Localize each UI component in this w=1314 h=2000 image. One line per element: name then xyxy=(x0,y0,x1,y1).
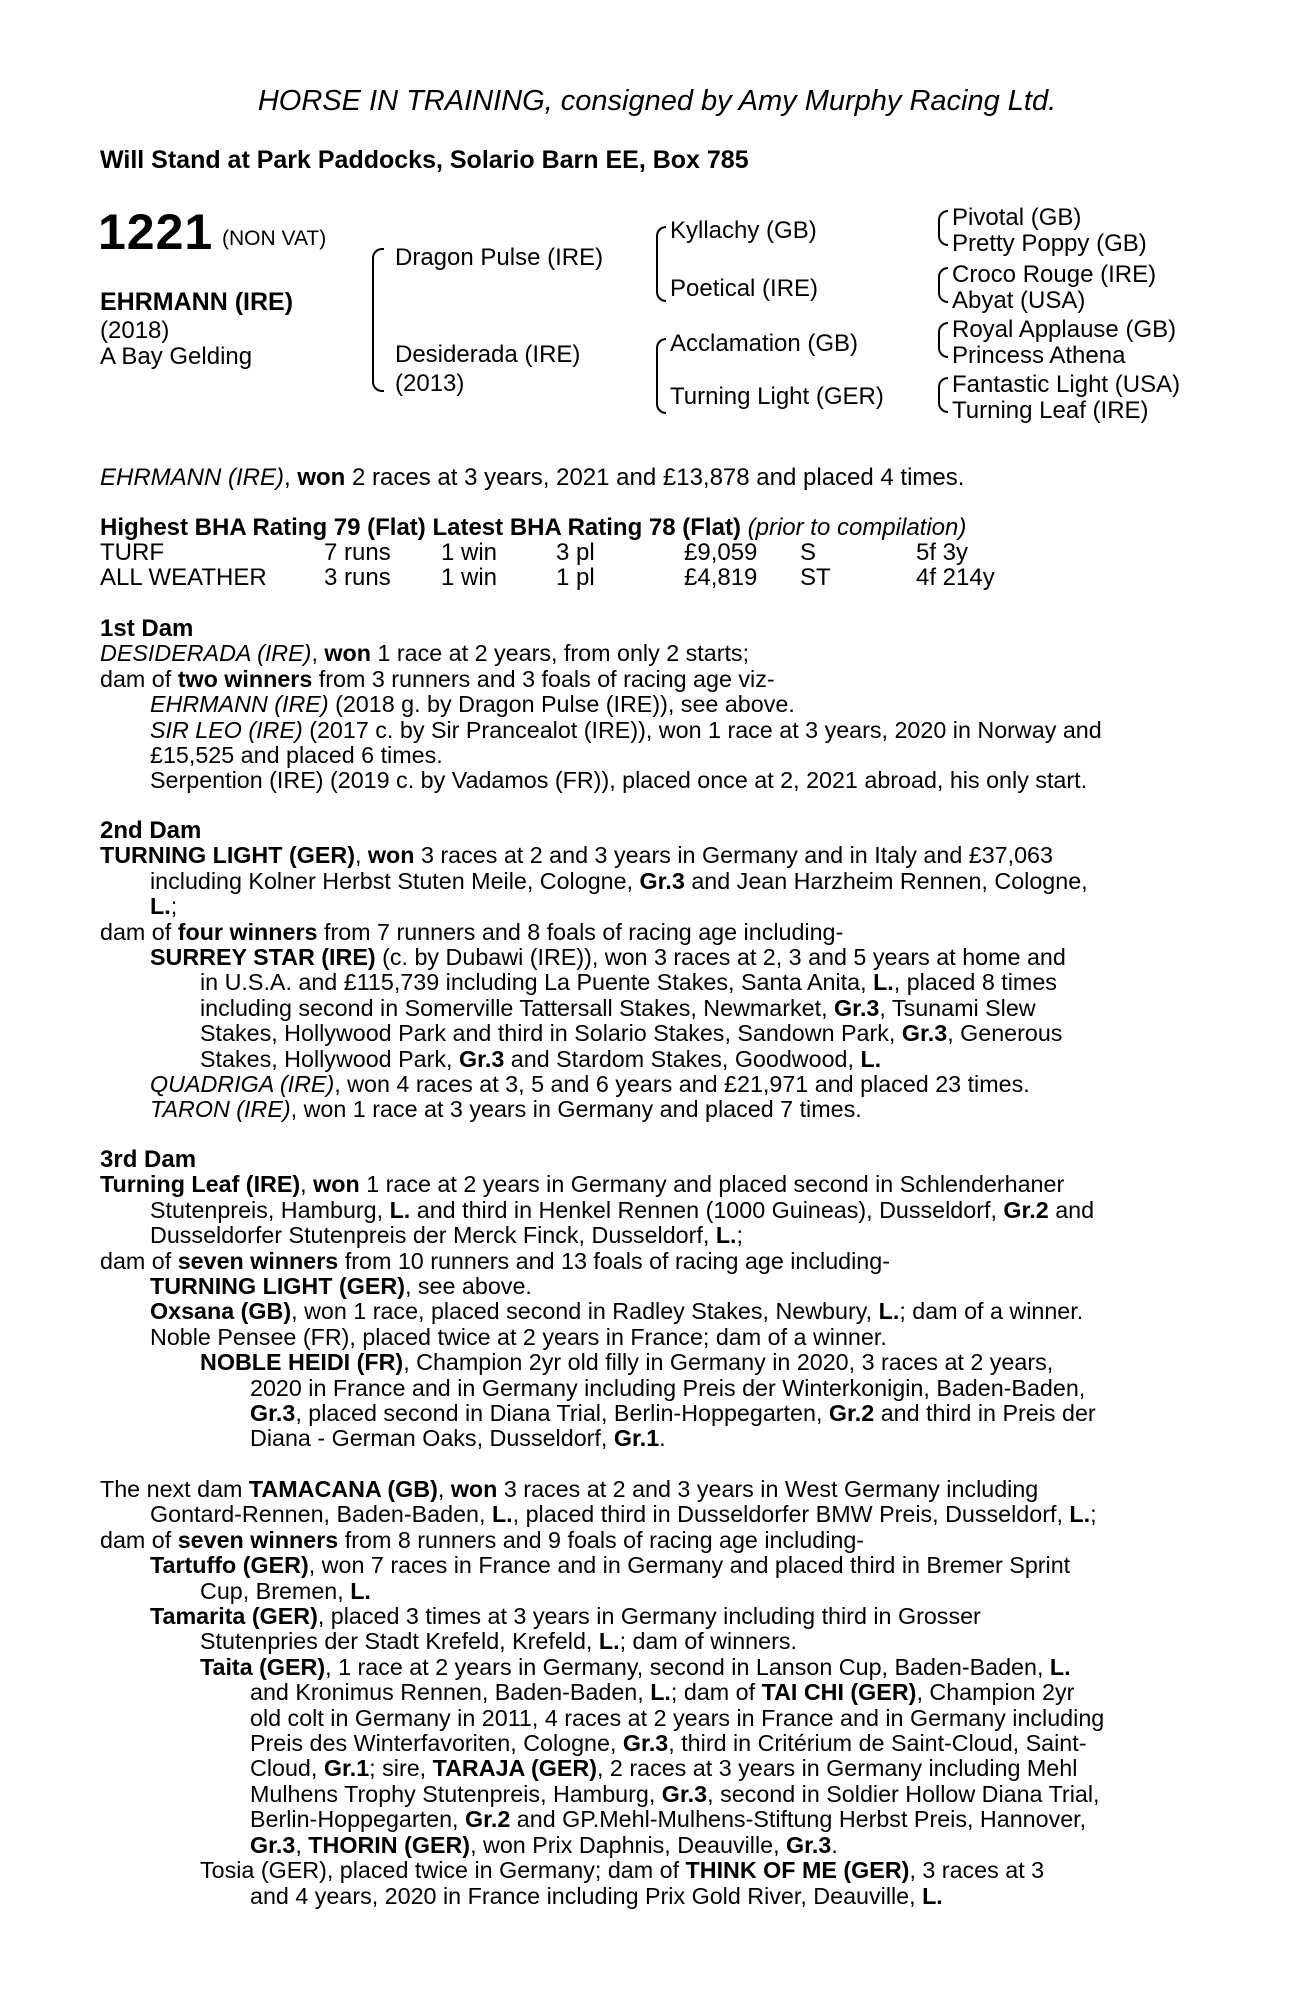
text-line: NOBLE HEIDI (FR), Champion 2yr old filly in Germany in 2020, 3 races at 2 years, xyxy=(200,1349,1054,1376)
section-heading: 1st Dam xyxy=(100,615,194,642)
text-line: TURNING LIGHT (GER), won 3 races at 2 and 3 years in Germany and in Italy and £37,063 xyxy=(100,842,1053,869)
text-line: Oxsana (GB), won 1 race, placed second in Radley Stakes, Newbury, L.; dam of a winner. xyxy=(150,1298,1084,1325)
text-line: dam of seven winners from 10 runners and 13 foals of racing age including- xyxy=(100,1247,890,1274)
text-line: Dusseldorfer Stutenpreis der Merck Finck, Dusseldorf, L.; xyxy=(150,1222,744,1249)
pedigree-sss: Pivotal (GB) xyxy=(952,204,1082,231)
text-line: Mulhens Trophy Stutenpreis, Hamburg, Gr.3, second in Soldier Hollow Diana Trial, xyxy=(250,1780,1100,1807)
pedigree-sire: Dragon Pulse (IRE) xyxy=(395,244,604,271)
text-line: Tosia (GER), placed twice in Germany; dam of THINK OF ME (GER), 3 races at 3 xyxy=(200,1857,1045,1884)
foaling-year: (2018) xyxy=(100,317,170,344)
stable-location: Will Stand at Park Paddocks, Solario Barn EE, Box 785 xyxy=(100,146,749,174)
horse-description: A Bay Gelding xyxy=(100,343,253,370)
rating-row-turf-going: S xyxy=(800,539,817,566)
third-dam-section xyxy=(100,1147,1206,1452)
rating-row-aw-money: £4,819 xyxy=(684,564,758,591)
text-line: and Kronimus Rennen, Baden-Baden, L.; dam of TAI CHI (GER), Champion 2yr xyxy=(250,1679,1075,1706)
text-line: Noble Pensee (FR), placed twice at 2 years in France; dam of a winner. xyxy=(150,1323,887,1350)
section-heading: 2nd Dam xyxy=(100,817,202,844)
pedigree-dam-sire: Acclamation (GB) xyxy=(670,330,859,357)
text-line: L.; xyxy=(150,893,178,920)
pedigree-dam-year: (2013) xyxy=(395,370,465,397)
pedigree-brace-dam xyxy=(656,338,666,414)
text-line: EHRMANN (IRE) (2018 g. by Dragon Pulse (IRE)), see above. xyxy=(150,691,795,718)
text-line: in U.S.A. and £115,739 including La Puente Stakes, Santa Anita, L., placed 8 times xyxy=(200,969,1057,996)
text-line: QUADRIGA (IRE), won 4 races at 3, 5 and 6 years and £21,971 and placed 23 times. xyxy=(150,1071,1030,1098)
text-line: 2020 in France and in Germany including Preis der Winterkonigin, Baden-Baden, xyxy=(250,1374,1086,1401)
race-summary: EHRMANN (IRE), won 2 races at 3 years, 2021 and £13,878 and placed 4 times. xyxy=(100,464,965,491)
section-heading: 3rd Dam xyxy=(100,1146,197,1173)
pedigree-dam: Desiderada (IRE) xyxy=(395,341,581,368)
second-dam-section xyxy=(100,818,1206,1123)
text-line: and 4 years, 2020 in France including Prix Gold River, Deauville, L. xyxy=(250,1882,943,1909)
vat-status: (NON VAT) xyxy=(222,227,327,250)
rating-row-turf-distance: 5f 3y xyxy=(916,539,969,566)
bha-rating: Highest BHA Rating 79 (Flat) Latest BHA Rating 78 (Flat) (prior to compilation) xyxy=(100,514,967,541)
text-line: dam of four winners from 7 runners and 8 foals of racing age including- xyxy=(100,918,844,945)
text-line: Preis des Winterfavoriten, Cologne, Gr.3, third in Critérium de Saint-Cloud, Saint- xyxy=(250,1730,1087,1757)
pedigree-ddd: Turning Leaf (IRE) xyxy=(952,397,1149,424)
pedigree-brace-1 xyxy=(938,210,948,246)
text-line: Tamarita (GER), placed 3 times at 3 years in Germany including third in Grosser xyxy=(150,1603,981,1630)
text-line: SURREY STAR (IRE) (c. by Dubawi (IRE)), won 3 races at 2, 3 and 5 years at home and xyxy=(150,944,1066,971)
text-line: dam of two winners from 3 runners and 3 foals of racing age viz- xyxy=(100,665,775,692)
next-dam-section xyxy=(100,1477,1206,1909)
rating-row-aw-wins: 1 win xyxy=(441,564,498,591)
pedigree-sire-sire: Kyllachy (GB) xyxy=(670,217,817,244)
pedigree-dam-dam: Turning Light (GER) xyxy=(670,383,884,410)
pedigree-dsd: Princess Athena xyxy=(952,342,1126,369)
rating-row-turf-wins: 1 win xyxy=(441,539,498,566)
pedigree-dds: Fantastic Light (USA) xyxy=(952,371,1181,398)
pedigree-brace-3 xyxy=(938,322,948,358)
text-line: Stakes, Hollywood Park, Gr.3 and Stardom Stakes, Goodwood, L. xyxy=(200,1045,882,1072)
text-line: dam of seven winners from 8 runners and 9 foals of racing age including- xyxy=(100,1526,865,1553)
text-line: Cloud, Gr.1; sire, TARAJA (GER), 2 races at 3 years in Germany including Mehl xyxy=(250,1755,1078,1782)
pedigree-brace-main xyxy=(372,248,384,392)
text-line: Gr.3, placed second in Diana Trial, Berlin-Hoppegarten, Gr.2 and third in Preis der xyxy=(250,1400,1096,1427)
pedigree-brace-2 xyxy=(938,267,948,303)
pedigree-sds: Croco Rouge (IRE) xyxy=(952,261,1157,288)
text-line: DESIDERADA (IRE), won 1 race at 2 years, from only 2 starts; xyxy=(100,640,750,667)
pedigree-dss: Royal Applause (GB) xyxy=(952,316,1177,343)
text-line: Diana - German Oaks, Dusseldorf, Gr.1. xyxy=(250,1425,666,1452)
text-line: TARON (IRE), won 1 race at 3 years in Germany and placed 7 times. xyxy=(150,1096,862,1123)
rating-row-aw-going: ST xyxy=(800,564,831,591)
text-line: Taita (GER), 1 race at 2 years in Germany, second in Lanson Cup, Baden-Baden, L. xyxy=(200,1653,1071,1680)
text-line: Gontard-Rennen, Baden-Baden, L., placed third in Dusseldorfer BMW Preis, Dusseldorf, L.; xyxy=(150,1501,1097,1528)
text-line: Stakes, Hollywood Park and third in Solario Stakes, Sandown Park, Gr.3, Generous xyxy=(200,1020,1063,1047)
text-line: Gr.3, THORIN (GER), won Prix Daphnis, Deauville, Gr.3. xyxy=(250,1831,838,1858)
text-line: including second in Somerville Tattersall Stakes, Newmarket, Gr.3, Tsunami Slew xyxy=(200,994,1036,1021)
text-line: Tartuffo (GER), won 7 races in France and in Germany and placed third in Bremer Sprint xyxy=(150,1552,1071,1579)
rating-row-aw-distance: 4f 214y xyxy=(916,564,995,591)
text-line: including Kolner Herbst Stuten Meile, Cologne, Gr.3 and Jean Harzheim Rennen, Cologne, xyxy=(150,867,1088,894)
text-line: Serpention (IRE) (2019 c. by Vadamos (FR)), placed once at 2, 2021 abroad, his only start. xyxy=(150,767,1088,794)
text-line: old colt in Germany in 2011, 4 races at 2 years in France and in Germany including xyxy=(250,1704,1105,1731)
rating-row-turf-runs: 7 runs xyxy=(324,539,391,566)
rating-row-aw-runs: 3 runs xyxy=(324,564,391,591)
text-line: SIR LEO (IRE) (2017 c. by Sir Prancealot (IRE)), won 1 race at 3 years, 2020 in Norway and xyxy=(150,716,1102,743)
pedigree-ssd: Pretty Poppy (GB) xyxy=(952,230,1147,257)
text-line: £15,525 and placed 6 times. xyxy=(150,742,443,769)
text-line: The next dam TAMACANA (GB), won 3 races at 2 and 3 years in West Germany including xyxy=(100,1476,1039,1502)
first-dam-section xyxy=(100,616,1206,794)
text-line: Berlin-Hoppegarten, Gr.2 and GP.Mehl-Mulhens-Stiftung Herbst Preis, Hannover, xyxy=(250,1806,1087,1833)
text-line: Turning Leaf (IRE), won 1 race at 2 years in Germany and placed second in Schlenderhaner xyxy=(100,1171,1065,1198)
text-line: Stutenpreis, Hamburg, L. and third in Henkel Rennen (1000 Guineas), Dusseldorf, Gr.2 and xyxy=(150,1196,1095,1223)
pedigree-brace-4 xyxy=(938,377,948,413)
text-line: TURNING LIGHT (GER), see above. xyxy=(150,1273,532,1300)
rating-row-turf-money: £9,059 xyxy=(684,539,758,566)
pedigree-brace-sire xyxy=(656,226,666,302)
pedigree-sdd: Abyat (USA) xyxy=(952,287,1086,314)
pedigree-sire-dam: Poetical (IRE) xyxy=(670,275,819,302)
rating-row-turf-placed: 3 pl xyxy=(556,539,595,566)
rating-row-turf-surface: TURF xyxy=(100,539,164,566)
text-line: Cup, Bremen, L. xyxy=(200,1577,371,1604)
page-title: HORSE IN TRAINING, consigned by Amy Murphy Racing Ltd. xyxy=(257,85,1057,117)
text-line: Stutenpries der Stadt Krefeld, Krefeld, L.; dam of winners. xyxy=(200,1628,797,1655)
lot-number: 1221 xyxy=(98,204,214,260)
rating-row-aw-surface: ALL WEATHER xyxy=(100,564,267,591)
horse-name: EHRMANN (IRE) xyxy=(100,288,294,316)
rating-row-aw-placed: 1 pl xyxy=(556,564,595,591)
